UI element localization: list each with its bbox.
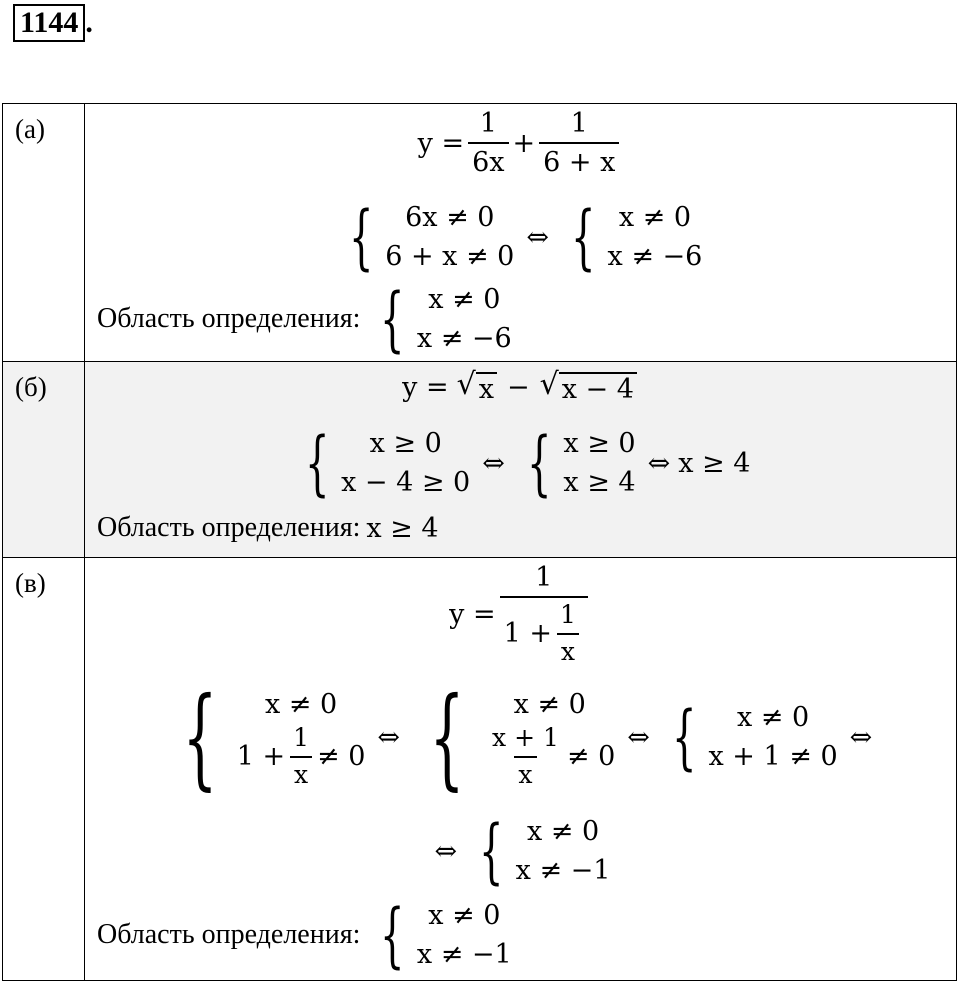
radical-icon: √ [456, 367, 476, 402]
row-c-final-system [85, 810, 956, 893]
left-brace-icon: { [429, 673, 465, 801]
fraction-denominator [500, 596, 588, 667]
fraction [468, 108, 508, 178]
left-brace-icon: { [571, 196, 596, 279]
system [295, 422, 471, 505]
radical-icon: √ [539, 367, 559, 402]
equivalence-sign: ⇔ [647, 447, 671, 479]
system-line: x ≥ 0 [369, 428, 442, 459]
domain-label: Область определения: [97, 919, 361, 951]
system [469, 810, 611, 893]
fraction-denominator: 6 + x [539, 142, 619, 178]
row-b-label: (б) [3, 362, 85, 558]
fraction-denominator: x [514, 756, 536, 790]
line-suffix: ≠ 0 [566, 740, 616, 772]
row-a-domain [85, 278, 956, 361]
domain-label: Область определения: [97, 512, 361, 543]
row-c-systems [85, 673, 956, 801]
left-brace-icon: { [526, 422, 552, 505]
square-root [456, 367, 497, 405]
equivalence-sign: ⇔ [377, 721, 401, 753]
system-line: x ≠ −6 [607, 241, 703, 273]
system-line: x ≠ 0 [513, 688, 586, 720]
fraction-numerator: x + 1 [492, 722, 559, 752]
left-brace-icon: { [380, 278, 405, 361]
equivalence-sign: ⇔ [482, 447, 505, 479]
row-a [3, 104, 957, 362]
row-c-function [85, 562, 956, 667]
equivalence-sign: ⇔ [627, 721, 650, 753]
system-line [484, 724, 615, 790]
system-line: x + 1 ≠ 0 [708, 741, 838, 772]
line-prefix: 1 + [236, 740, 286, 772]
system-line: x ≠ −1 [416, 939, 512, 971]
system-line: x ≠ 0 [264, 688, 338, 720]
equivalence-sign: ⇔ [849, 721, 873, 753]
row-c-content [85, 558, 957, 981]
system [412, 673, 616, 801]
problem-number-suffix: . [85, 6, 93, 39]
system-line: x ≠ 0 [526, 816, 600, 847]
fraction [488, 724, 563, 790]
row-a-content [85, 104, 957, 362]
fraction-numerator: 1 [535, 562, 553, 593]
line-suffix: ≠ 0 [317, 740, 366, 772]
fraction-numerator: 1 [293, 722, 310, 752]
left-brace-icon: { [304, 422, 330, 505]
system-line: x ≥ 0 [563, 428, 636, 459]
system-result: x ≥ 4 [678, 447, 751, 479]
row-b [3, 362, 957, 558]
row-b-function [85, 367, 956, 405]
fraction-denominator: x [290, 756, 312, 790]
fraction [500, 562, 588, 667]
row-a-systems [85, 196, 956, 279]
system [339, 196, 515, 279]
fraction-denominator: x [557, 633, 579, 667]
function-lhs: y = [449, 598, 496, 630]
row-a-function [85, 108, 956, 178]
system [370, 278, 512, 361]
function-lhs: y = [402, 372, 449, 404]
row-c [3, 558, 957, 981]
system-line: x − 4 ≥ 0 [341, 467, 471, 499]
row-b-content [85, 362, 957, 558]
left-brace-icon: { [348, 196, 374, 279]
square-root [539, 367, 637, 405]
left-brace-icon: { [671, 696, 697, 778]
plus-sign: + [512, 127, 536, 159]
system [517, 422, 636, 505]
fraction-denominator: 6x [468, 142, 508, 178]
domain-value: x ≥ 4 [366, 512, 439, 544]
minus-sign: − [506, 372, 530, 404]
row-c-label: (в) [3, 558, 85, 981]
system [165, 673, 366, 801]
fraction-numerator: 1 [479, 108, 497, 139]
left-brace-icon: { [479, 810, 504, 893]
system-line: x ≠ 0 [428, 284, 501, 315]
system-line: 6x ≠ 0 [405, 202, 495, 233]
equivalence-sign: ⇔ [434, 835, 458, 867]
system [370, 894, 512, 977]
function-lhs: y = [417, 127, 465, 159]
fraction-numerator: 1 [559, 600, 576, 630]
system-line [237, 724, 366, 790]
system-line: x ≠ 0 [618, 202, 692, 233]
left-brace-icon: { [380, 894, 405, 977]
row-b-systems [85, 422, 956, 505]
row-c-domain [85, 894, 956, 977]
radicand: x [476, 372, 497, 405]
problem-number [13, 4, 93, 42]
fraction [539, 108, 619, 178]
system-line: x ≠ −6 [416, 323, 512, 355]
system-line: x ≥ 4 [563, 467, 636, 499]
system-line: x ≠ −1 [515, 855, 611, 887]
radicand: x − 4 [559, 372, 637, 405]
system-line: x ≠ 0 [736, 701, 810, 733]
inner-fraction [556, 601, 580, 667]
denominator-prefix: 1 + [503, 618, 552, 650]
domain-label: Область определения: [97, 303, 361, 335]
problem-number-box [13, 4, 85, 42]
fraction [289, 724, 313, 790]
row-b-domain [85, 512, 956, 544]
row-a-label: (а) [3, 104, 85, 362]
system [561, 196, 703, 279]
left-brace-icon: { [182, 673, 218, 801]
system-line: 6 + x ≠ 0 [385, 241, 515, 273]
system [662, 698, 838, 776]
system-line: x ≠ 0 [428, 900, 501, 931]
equivalence-sign: ⇔ [526, 221, 549, 253]
fraction-numerator: 1 [570, 108, 588, 139]
solution-table [2, 103, 957, 981]
problem-number-text: 1144 [20, 6, 79, 39]
